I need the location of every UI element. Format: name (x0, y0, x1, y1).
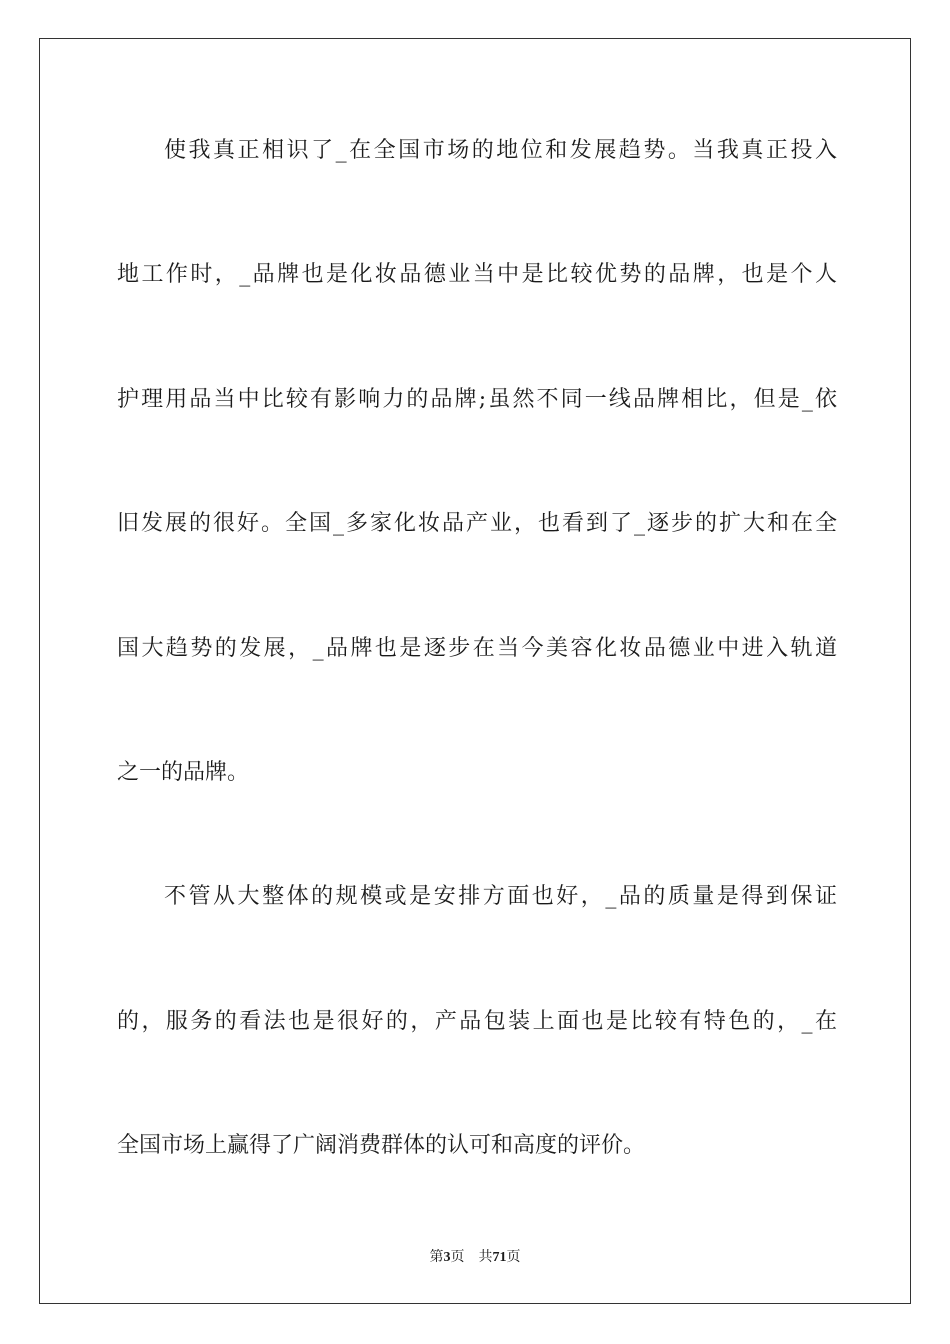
page-number: 3 (443, 1250, 451, 1265)
text-line: 国大趋势的发展，_品牌也是逐步在当今美容化妆品德业中进入轨道 (117, 636, 837, 661)
text-line: 不管从大整体的规模或是安排方面也好，_品的质量是得到保证 (164, 884, 837, 909)
text-line: 之一的品牌。 (117, 760, 250, 785)
page-footer (0, 1246, 950, 1266)
text-line: 护理用品当中比较有影响力的品牌;虽然不同一线品牌相比，但是_依 (117, 387, 837, 412)
page-border (39, 38, 911, 1304)
text-line: 地工作时，_品牌也是化妆品德业当中是比较优势的品牌，也是个人 (117, 262, 837, 287)
text-line: 使我真正相识了_在全国市场的地位和发展趋势。当我真正投入 (164, 138, 837, 163)
total-suffix: 页 (506, 1249, 521, 1265)
text-line: 的，服务的看法也是很好的，产品包装上面也是比较有特色的，_在 (117, 1009, 837, 1034)
text-line: 全国市场上赢得了广阔消费群体的认可和高度的评价。 (117, 1133, 646, 1158)
text-line: 旧发展的很好。全国_多家化妆品产业，也看到了_逐步的扩大和在全 (117, 511, 837, 536)
total-prefix: 共 (478, 1249, 493, 1265)
total-pages: 71 (492, 1250, 507, 1265)
page-prefix: 第 (429, 1249, 444, 1265)
page-suffix: 页 (450, 1249, 465, 1265)
